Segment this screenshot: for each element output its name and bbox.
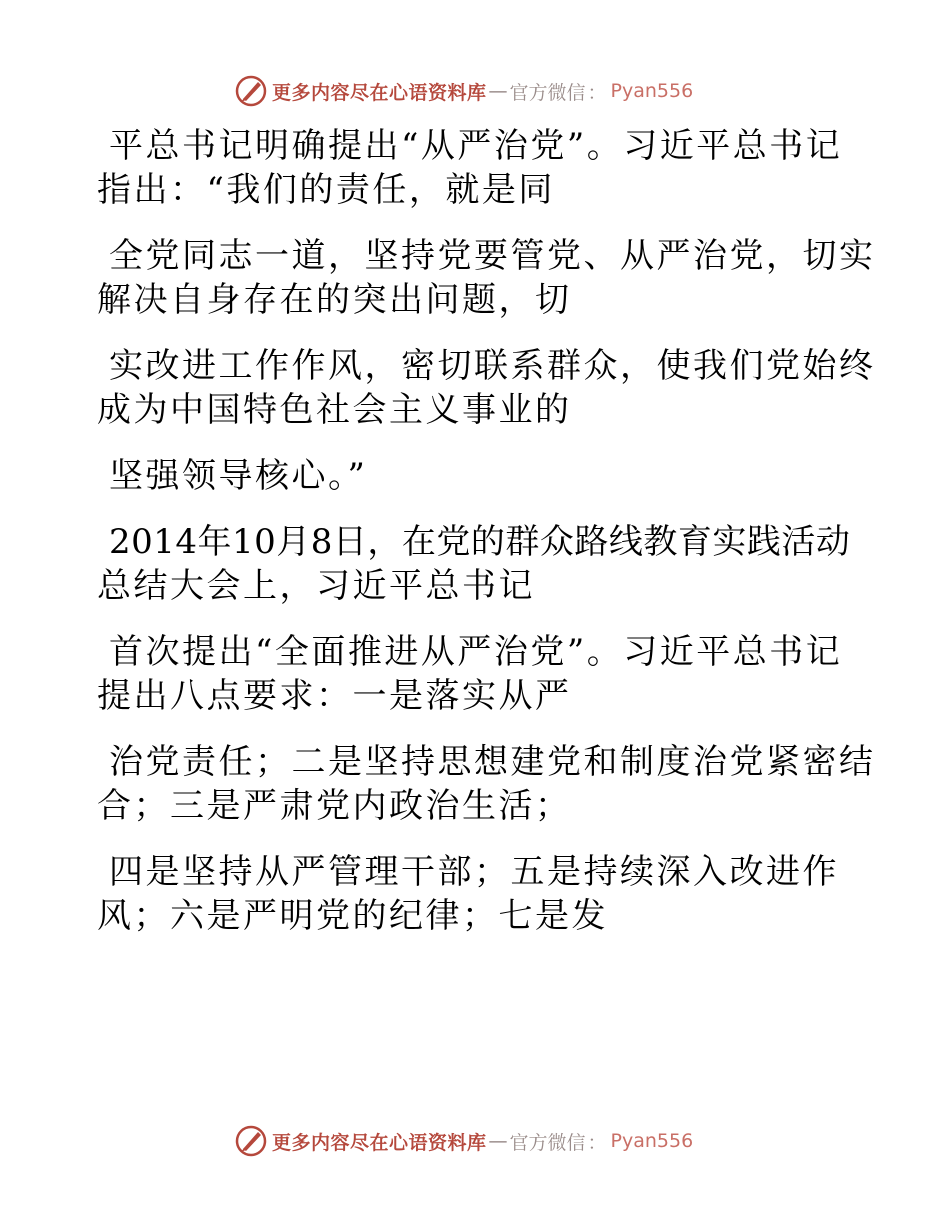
text-line: 平总书记明确提出“从严治党”。习近平总书记 bbox=[109, 126, 843, 166]
text-line: 治党责任；二是坚持思想建党和制度治党紧密结 bbox=[109, 742, 876, 782]
footer-watermark bbox=[234, 1123, 693, 1159]
text-line: 提出八点要求：一是落实从严 bbox=[97, 676, 572, 716]
quill-logo-icon bbox=[234, 1124, 268, 1158]
text-line: 2014年10月8日，在党的群众路线教育实践活动 bbox=[109, 522, 851, 562]
text-line: 四是坚持从严管理干部；五是持续深入改进作 bbox=[109, 852, 839, 892]
text-line: 解决自身存在的突出问题，切 bbox=[97, 280, 572, 320]
quill-logo-icon bbox=[234, 74, 268, 108]
header-watermark bbox=[234, 73, 693, 109]
text-line: 首次提出“全面推进从严治党”。习近平总书记 bbox=[109, 632, 843, 672]
watermark-wechat-id: Pyan556 bbox=[610, 1130, 694, 1152]
text-line: 总结大会上，习近平总书记 bbox=[97, 566, 535, 606]
text-line: 坚强领导核心。” bbox=[109, 456, 368, 496]
text-line: 实改进工作作风，密切联系群众，使我们党始终 bbox=[109, 346, 876, 386]
text-line: 风；六是严明党的纪律；七是发 bbox=[97, 896, 608, 936]
watermark-main-text: 更多内容尽在心语资料库 bbox=[272, 1131, 487, 1154]
watermark-label: 官方微信 bbox=[509, 1131, 586, 1154]
watermark-main-text: 更多内容尽在心语资料库 bbox=[272, 81, 487, 104]
watermark-colon: ： bbox=[587, 81, 607, 104]
text-line: 合；三是严肃党内政治生活； bbox=[97, 786, 572, 826]
text-line: 成为中国特色社会主义事业的 bbox=[97, 390, 572, 430]
watermark-colon: ： bbox=[587, 1131, 607, 1154]
watermark-separator: — bbox=[488, 80, 508, 102]
text-line: 全党同志一道，坚持党要管党、从严治党，切实 bbox=[109, 236, 876, 276]
body-text bbox=[97, 124, 876, 938]
watermark-wechat-id: Pyan556 bbox=[610, 80, 694, 102]
watermark-separator: — bbox=[488, 1130, 508, 1152]
text-line: 指出：“我们的责任，就是同 bbox=[97, 170, 555, 210]
watermark-label: 官方微信 bbox=[509, 81, 586, 104]
